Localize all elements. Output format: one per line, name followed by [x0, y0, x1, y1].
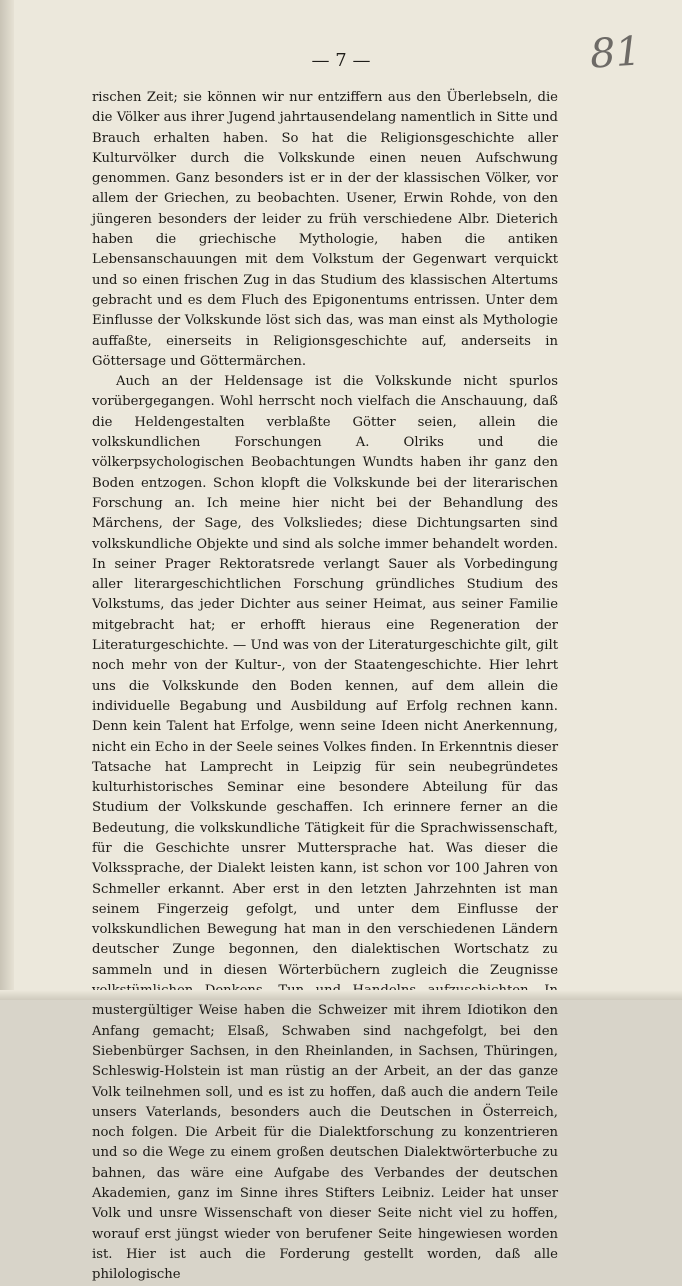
archive-number: 81: [588, 28, 643, 78]
body-text: [92, 88, 558, 1286]
binding-edge: [0, 0, 14, 1000]
paragraph: rischen Zeit; sie können wir nur entziffern aus den Überlebseln, die die Völker aus ihrer Jugend jahrtausendelang namentlich in Sitte und Brauch erhalten haben. So hat die Religionsgeschichte aller Kulturvölker durch die Volkskunde einen neuen Aufschwung genommen. Ganz besonders ist er in der der klassischen Völker, vor allem der Griechen, zu beobachten. Usener, Erwin Rohde, von den jüngeren besonders der leider zu früh verschiedene Albr. Dieterich haben die griechische Mythologie, haben die antiken Lebensanschauungen mit dem Volkstum der Gegenwart verquickt und so einen frischen Zug in das Studium des klassischen Altertums gebracht und es dem Fluch des Epigonentums entrissen. Unter dem Einflusse der Volkskunde löst sich das, was man einst als Mythologie auffaßte, einerseits in Religionsgeschichte auf, anderseits in Göttersage und Göttermärchen.: [92, 90, 558, 369]
page-number: — 7 —: [311, 50, 371, 71]
paragraph: Auch an der Heldensage ist die Volkskunde nicht spurlos vorübergegangen. Wohl herrscht noch vielfach die Anschauung, daß die Heldengestalten verblaßte Götter seien, allein die volkskundlichen Forschungen A. Olriks und die völkerpsychologischen Beobachtungen Wundts haben ihr ganz den Boden entzogen. Schon klopft die Volkskunde bei der literarischen Forschung an. Ich meine hier nicht bei der Behandlung des Märchens, der Sage, des Volksliedes; diese Dichtungsarten sind volkskundliche Objekte und sind als solche immer behandelt worden. In seiner Prager Rektoratsrede verlangt Sauer als Vorbedingung aller literargeschichtlichen Forschung gründliches Studium des Volkstums, das jeder Dichter aus seiner Heimat, aus seiner Familie mitgebracht hat; er erhofft hieraus eine Regeneration der Literaturgeschichte. — Und was von der Literaturgeschichte gilt, gilt noch mehr von der Kultur-, von der Staatengeschichte. Hier lehrt uns die Volkskunde den Boden kennen, auf dem allein die individuelle Begabung und Ausbildung auf Erfolg rechnen kann. Denn kein Talent hat Erfolge, wenn seine Ideen nicht Anerkennung, nicht ein Echo in der Seele seines Volkes finden. In Erkenntnis dieser Tatsache hat Lamprecht in Leipzig für sein neubegründetes kulturhistorisches Seminar eine besondere Abteilung für das Studium der Volkskunde geschaffen. Ich erinnere ferner an die Bedeutung, die volkskundliche Tätigkeit für die Sprachwissenschaft, für die Geschichte unsrer Muttersprache hat. Was dieser die Volkssprache, der Dialekt leisten kann, ist schon vor 100 Jahren von Schmeller erkannt. Aber erst in den letzten Jahrzehnten ist man seinem Fingerzeig gefolgt, und unter dem Einflusse der volkskundlichen Bewegung hat man in den verschiedenen Ländern deutscher Zunge begonnen, den dialektischen Wortschatz zu sammeln und in diesen Wörterbüchern zugleich die Zeugnisse mustergültiger Weise haben die Schweizer mit ihrem Idiotikon den Anfang gemacht; Elsaß, Schwaben sind nachgefolgt, bei den Siebenbürger Sachsen, in den Rheinlanden, in Sachsen, Thüringen, Schleswig-Holstein ist man rüstig an der Arbeit, an der das ganze Volk teilnehmen soll, und es ist zu hoffen, daß auch die andern Teile unsers Vaterlands, besonders auch die Deutschen in Österreich, noch folgen. Die Arbeit für die Dialektforschung zu konzentrieren und so die Wege zu einem großen deutschen Dialektwörterbuche zu bahnen, das wäre eine Aufgabe des Verbandes der deutschen Akademien, ganz im Sinne ihres Stifters Leibniz. Leider hat unser Volk und unsre Wissenschaft von dieser Seite nicht viel zu hoffen, worauf erst jüngst wieder von berufener Seite hingewiesen worden ist. Hier ist auch die Forderung gestellt worden, daß alle philologische: [92, 374, 558, 1283]
page-bottom-edge: [0, 990, 682, 1000]
